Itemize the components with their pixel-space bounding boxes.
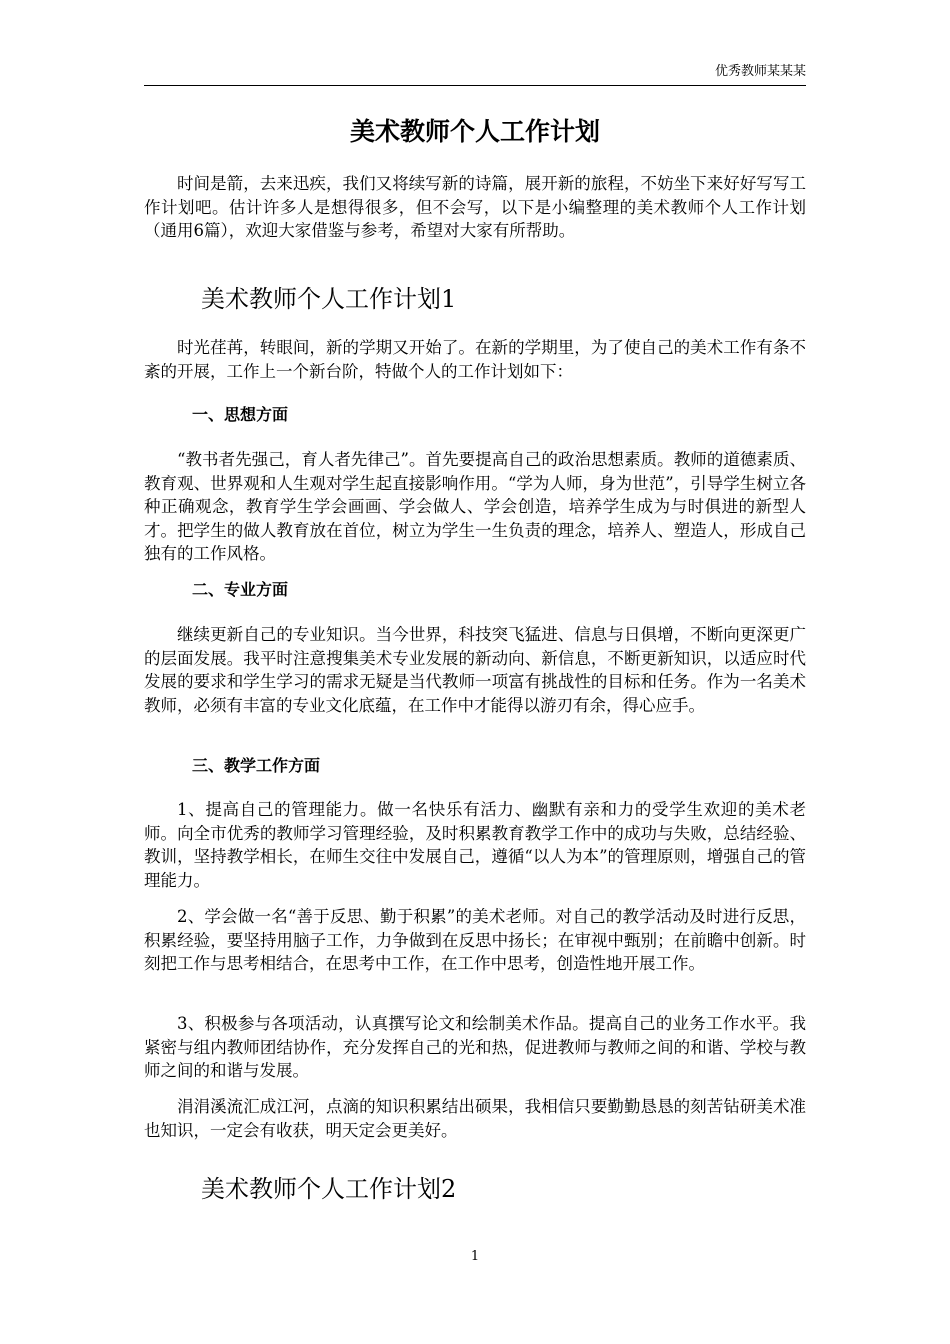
section-1-opening: 时光荏苒，转眼间，新的学期又开始了。在新的学期里，为了使自己的美术工作有条不紊的开展，工作上一个新台阶，特做个人的工作计划如下： — [144, 338, 806, 381]
document-title: 美术教师个人工作计划 — [349, 117, 600, 146]
heading-professional: 二、专业方面 — [192, 580, 289, 599]
paragraph-thought: “教书者先强己，育人者先律己”。首先要提高自己的政治思想素质。教师的道德素质、教育观、世界观和人生观对学生起直接影响作用。“学为人师，身为世范”，引导学生树立各种正确观念，教育学生学会画画、学会做人、学会创造，培养学生成为与时俱进的新型人才。把学生的做人教育放在首位，树立为学生一生负责的理念，培养人、塑造人，形成自己独有的工作风格。 — [144, 450, 806, 564]
section-2-title: 美术教师个人工作计划2 — [201, 1175, 457, 1203]
header-divider — [144, 85, 806, 86]
heading-thought: 一、思想方面 — [192, 405, 289, 424]
heading-teaching: 三、教学工作方面 — [192, 756, 321, 775]
intro-paragraph: 时间是箭，去来迅疾，我们又将续写新的诗篇，展开新的旅程，不妨坐下来好好写写工作计划吧。估计许多人是想得很多，但不会写，以下是小编整理的美术教师个人工作计划（通用6篇），欢迎大家借鉴与参考，希望对大家有所帮助。 — [144, 174, 806, 241]
teaching-item-1: 1、提高自己的管理能力。做一名快乐有活力、幽默有亲和力的受学生欢迎的美术老师。向全市优秀的教师学习管理经验，及时积累教育教学工作中的成功与失败，总结经验、教训，坚持教学相长，在师生交往中发展自己，遵循“以人为本”的管理原则，增强自己的管理能力。 — [144, 800, 806, 890]
page-number: 1 — [470, 1249, 480, 1264]
page-header-author: 优秀教师某某某 — [714, 64, 806, 79]
teaching-item-2: 2、学会做一名“善于反思、勤于积累”的美术老师。对自己的教学活动及时进行反思，积累经验，要坚持用脑子工作，力争做到在反思中扬长；在审视中甄别；在前瞻中创新。时刻把工作与思考相结合，在思考中工作，在工作中思考，创造性地开展工作。 — [144, 907, 806, 974]
teaching-item-3: 3、积极参与各项活动，认真撰写论文和绘制美术作品。提高自己的业务工作水平。我紧密与组内教师团结协作，充分发挥自己的光和热，促进教师与教师之间的和谐、学校与教师之间的和谐与发展。 — [144, 1014, 806, 1081]
section-1-title: 美术教师个人工作计划1 — [201, 285, 457, 313]
section-1-closing: 涓涓溪流汇成江河，点滴的知识积累结出硕果，我相信只要勤勤恳恳的刻苦钻研美术准也知识，一定会有收获，明天定会更美好。 — [144, 1097, 806, 1140]
paragraph-professional: 继续更新自己的专业知识。当今世界，科技突飞猛进、信息与日俱增，不断向更深更广的层面发展。我平时注意搜集美术专业发展的新动向、新信息，不断更新知识，以适应时代发展的要求和学生学习的需求无疑是当代教师一项富有挑战性的目标和任务。作为一名美术教师，必须有丰富的专业文化底蕴，在工作中才能得以游刃有余，得心应手。 — [144, 625, 806, 715]
